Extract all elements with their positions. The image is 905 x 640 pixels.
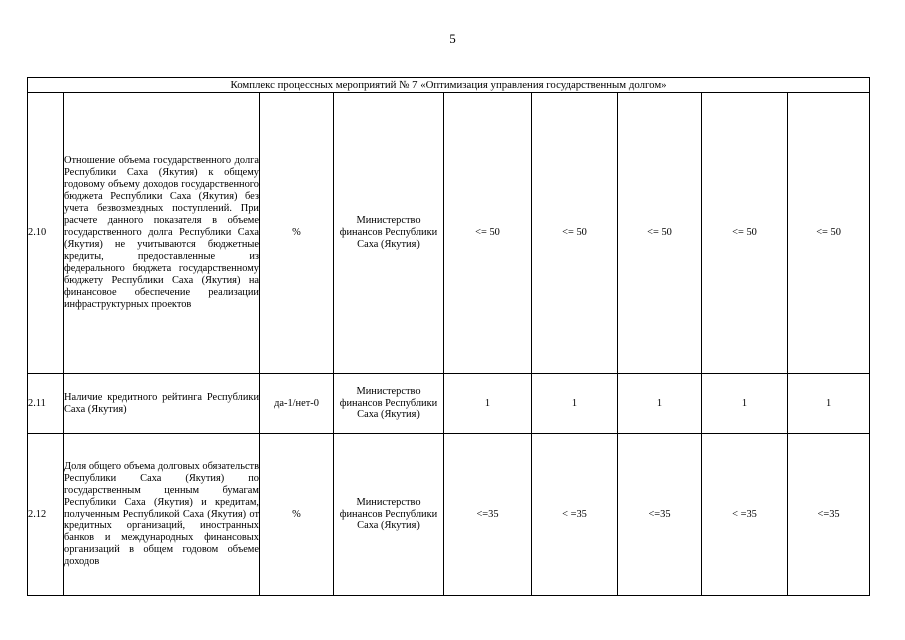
value-cell: <= 50 [702,93,788,374]
value-cell: <= 50 [618,93,702,374]
table-row [28,434,870,596]
row-number: 2.12 [28,434,64,596]
indicators-table [27,77,870,596]
responsible-cell: Министерство финансов Республики Саха (Якутия) [334,93,444,374]
value-cell: <=35 [444,434,532,596]
value-cell: < =35 [532,434,618,596]
value-cell: <=35 [618,434,702,596]
value-cell: <= 50 [532,93,618,374]
value-cell: 1 [788,374,870,434]
row-number: 2.11 [28,374,64,434]
value-cell: <=35 [788,434,870,596]
value-cell: 1 [618,374,702,434]
unit-cell: да-1/нет-0 [260,374,334,434]
indicator-description: Наличие кредитного рейтинга Республики Саха (Якутия) [64,374,260,434]
unit-cell: % [260,434,334,596]
table-row [28,93,870,374]
value-cell: <= 50 [788,93,870,374]
row-number: 2.10 [28,93,64,374]
page-number: 5 [449,31,456,46]
responsible-cell: Министерство финансов Республики Саха (Якутия) [334,434,444,596]
indicator-description: Доля общего объема долговых обязательств Республики Саха (Якутия) по государственным ценным бумагам Республики Саха (Якутия) и кредитам, полученным Республикой Саха (Якутия) от кредитных организаций, иностранных банков и международных финансовых организаций в общем годовом объеме доходов [64,434,260,596]
responsible-cell: Министерство финансов Республики Саха (Якутия) [334,374,444,434]
value-cell: <= 50 [444,93,532,374]
value-cell: 1 [702,374,788,434]
section-header: Комплекс процессных мероприятий № 7 «Оптимизация управления государственным долгом» [28,78,870,93]
table-header-row [28,78,870,93]
value-cell: < =35 [702,434,788,596]
value-cell: 1 [444,374,532,434]
unit-cell: % [260,93,334,374]
table-row [28,374,870,434]
indicator-description: Отношение объема государственного долга Республики Саха (Якутия) к общему годовому объему доходов государственного бюджета Республики Саха (Якутия) без учета безвозмездных поступлений. При расчете данного показателя в объеме государственного долга Республики Саха (Якутия) не учитываются бюджетные кредиты, предоставленные из федерального бюджета государственному бюджету Республики Саха (Якутия) на финансовое обеспечение реализации инфраструктурных проектов [64,93,260,374]
value-cell: 1 [532,374,618,434]
